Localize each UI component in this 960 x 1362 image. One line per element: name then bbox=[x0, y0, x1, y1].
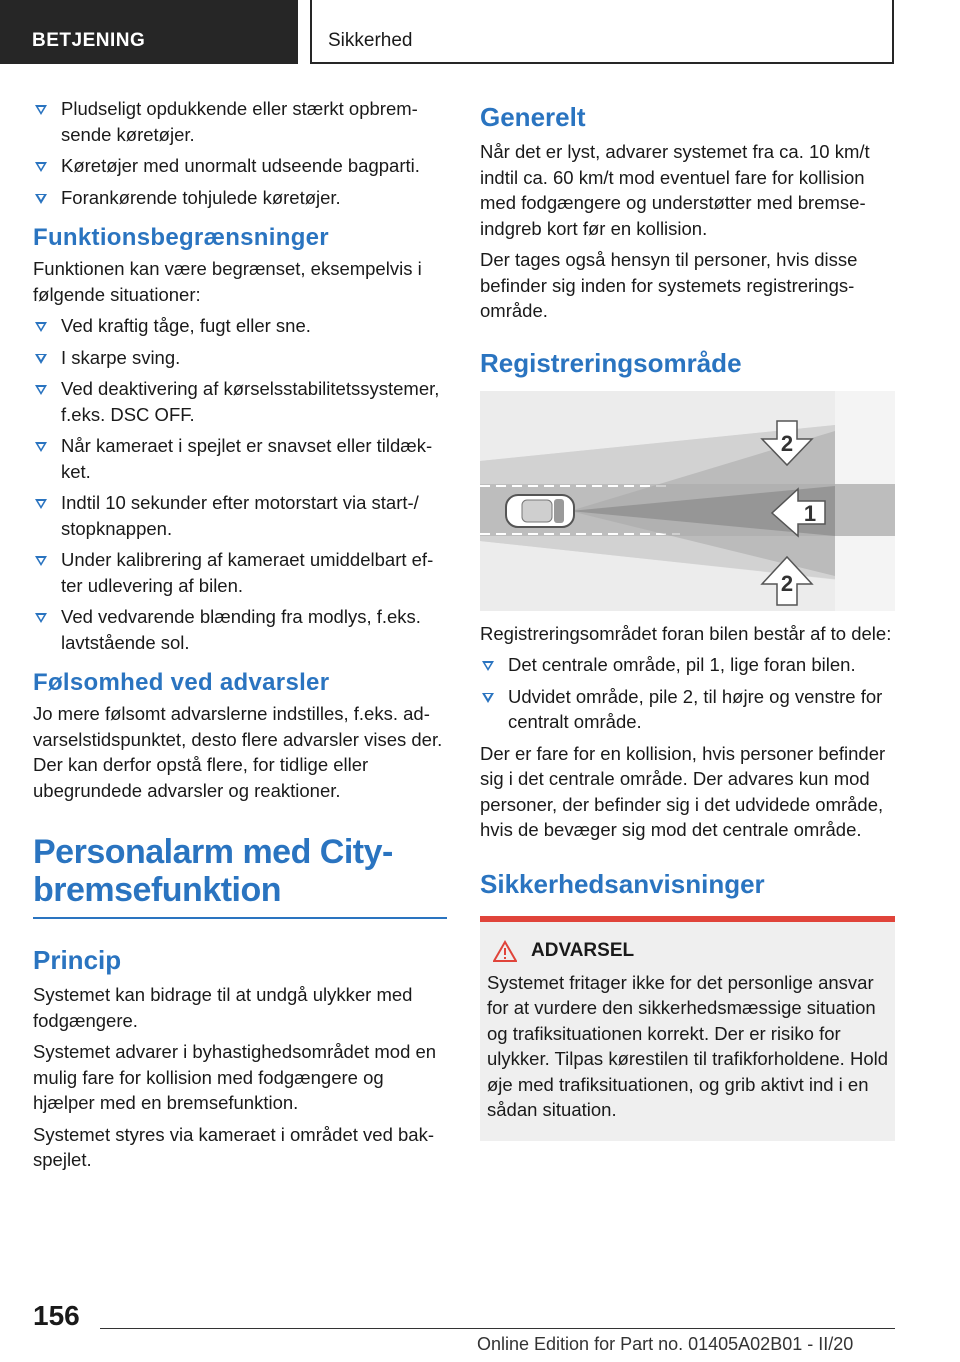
warning-text: Systemet fritager ikke for det personlige ansvar for at vurdere den sikkerhedsmæssige situation og trafiksituationen korrekt. Der er risiko for ulykker. Tilpas kørestilen til trafikforholdene. Hold øje med trafiksituationen, og grib aktivt ind i en sådan situation. bbox=[487, 971, 889, 1120]
triangle-bullet-icon bbox=[35, 162, 47, 172]
list-item: Det centrale område, pil 1, lige foran bilen. bbox=[480, 652, 895, 678]
triangle-bullet-icon bbox=[482, 693, 494, 703]
triangle-bullet-icon bbox=[35, 354, 47, 364]
right-column bbox=[480, 96, 895, 1141]
principle-text-3: Systemet styres via kameraet i området ved bakspejlet. bbox=[33, 1123, 434, 1170]
list-item: Udvidet område, pile 2, til højre og venstre for centralt område. bbox=[480, 684, 895, 735]
arrow-2-top-label: 2 bbox=[780, 430, 794, 456]
list-item: Forankørende tohjulede køretøjer. bbox=[33, 185, 447, 211]
triangle-bullet-icon bbox=[35, 556, 47, 566]
arrow-1-front-label: 1 bbox=[803, 500, 817, 526]
sensitivity-heading: Følsomhed ved advarsler bbox=[33, 669, 330, 696]
triangle-bullet-icon bbox=[35, 613, 47, 623]
list-item: Ved kraftig tåge, fugt eller sne. bbox=[33, 313, 447, 339]
triangle-bullet-icon bbox=[35, 385, 47, 395]
list-item: Køretøjer med unormalt udseende bagparti. bbox=[33, 153, 447, 179]
limits-list bbox=[33, 313, 447, 655]
safety-heading: Sikkerhedsanvisninger bbox=[480, 868, 765, 899]
triangle-bullet-icon bbox=[35, 499, 47, 509]
bullet-list-top bbox=[33, 96, 447, 210]
arrow-2-bottom-label: 2 bbox=[780, 570, 794, 596]
limits-intro: Funktionen kan være begrænset, eksempelvis i følgende situationer: bbox=[33, 258, 422, 305]
triangle-bullet-icon bbox=[35, 194, 47, 204]
header-chapter-label: Sikkerhed bbox=[328, 30, 413, 51]
triangle-bullet-icon bbox=[35, 105, 47, 115]
list-item: I skarpe sving. bbox=[33, 345, 447, 371]
list-item: Indtil 10 sekunder efter motorstart via start-/ stopknappen. bbox=[33, 490, 447, 541]
main-heading: Personalarm med Citybremsefunktion bbox=[33, 833, 447, 919]
warning-header bbox=[487, 940, 888, 962]
sensitivity-text: Jo mere følsomt advarslerne indstilles, f.eks. advarselstidspunktet, desto flere advarsler vises der. Der kan derfor opstå flere, for tidlige eller ubegrundede advarsler og reaktioner. bbox=[33, 703, 443, 801]
footer-divider bbox=[100, 1328, 895, 1329]
warning-box bbox=[480, 916, 895, 1141]
general-heading: Generelt bbox=[480, 102, 586, 132]
area-text: Der er fare for en kollision, hvis personer befinder sig i det centrale område. Der advares kun mod personer, der befinder sig i det udvidede område, hvis de bevæger sig mod det centrale område. bbox=[480, 742, 886, 840]
general-text-1: Når det er lyst, advarer systemet fra ca. 10 km/t indtil ca. 60 km/t mod eventuel fare for kollision med fodgængere og understøtter med bremseindgreb kort før en kollision. bbox=[480, 141, 870, 239]
area-heading: Registreringsområde bbox=[480, 347, 742, 378]
triangle-bullet-icon bbox=[35, 442, 47, 452]
detection-area-svg bbox=[480, 391, 895, 611]
warning-triangle-icon bbox=[493, 940, 517, 962]
list-item: Når kameraet i spejlet er snavset eller tildækket. bbox=[33, 433, 447, 484]
area-list bbox=[480, 652, 895, 735]
principle-text-1: Systemet kan bidrage til at undgå ulykker med fodgængere. bbox=[33, 984, 413, 1031]
header-chapter-tab bbox=[310, 0, 894, 64]
warning-title: ADVARSEL bbox=[531, 939, 635, 961]
list-item: Under kalibrering af kameraet umiddelbart efter udlevering af bilen. bbox=[33, 547, 447, 598]
header-section-tab bbox=[0, 0, 298, 64]
general-text-2: Der tages også hensyn til personer, hvis disse befinder sig inden for systemets registreringsområde. bbox=[480, 249, 858, 321]
triangle-bullet-icon bbox=[35, 322, 47, 332]
left-column bbox=[33, 96, 447, 1179]
limits-heading: Funktionsbegrænsninger bbox=[33, 224, 329, 251]
principle-text-2: Systemet advarer i byhastighedsområdet mod en mulig fare for kollision med fodgængere og hjælper med en bremsefunktion. bbox=[33, 1041, 437, 1113]
list-item: Pludseligt opdukkende eller stærkt opbremsende køretøjer. bbox=[33, 96, 447, 147]
principle-heading: Princip bbox=[33, 945, 122, 975]
car-icon bbox=[506, 495, 574, 527]
page-number: 156 bbox=[33, 1300, 80, 1331]
detection-area-diagram bbox=[480, 391, 895, 611]
list-item: Ved vedvarende blænding fra modlys, f.eks. lavtstående sol. bbox=[33, 604, 447, 655]
triangle-bullet-icon bbox=[482, 661, 494, 671]
footer-edition: Online Edition for Part no. 01405A02B01 - II/20 bbox=[477, 1334, 854, 1354]
list-item: Ved deaktivering af kørselsstabilitetssystemer, f.eks. DSC OFF. bbox=[33, 376, 447, 427]
area-intro: Registreringsområdet foran bilen består af to dele: bbox=[480, 622, 892, 644]
header-section-label: BETJENING bbox=[32, 30, 146, 51]
